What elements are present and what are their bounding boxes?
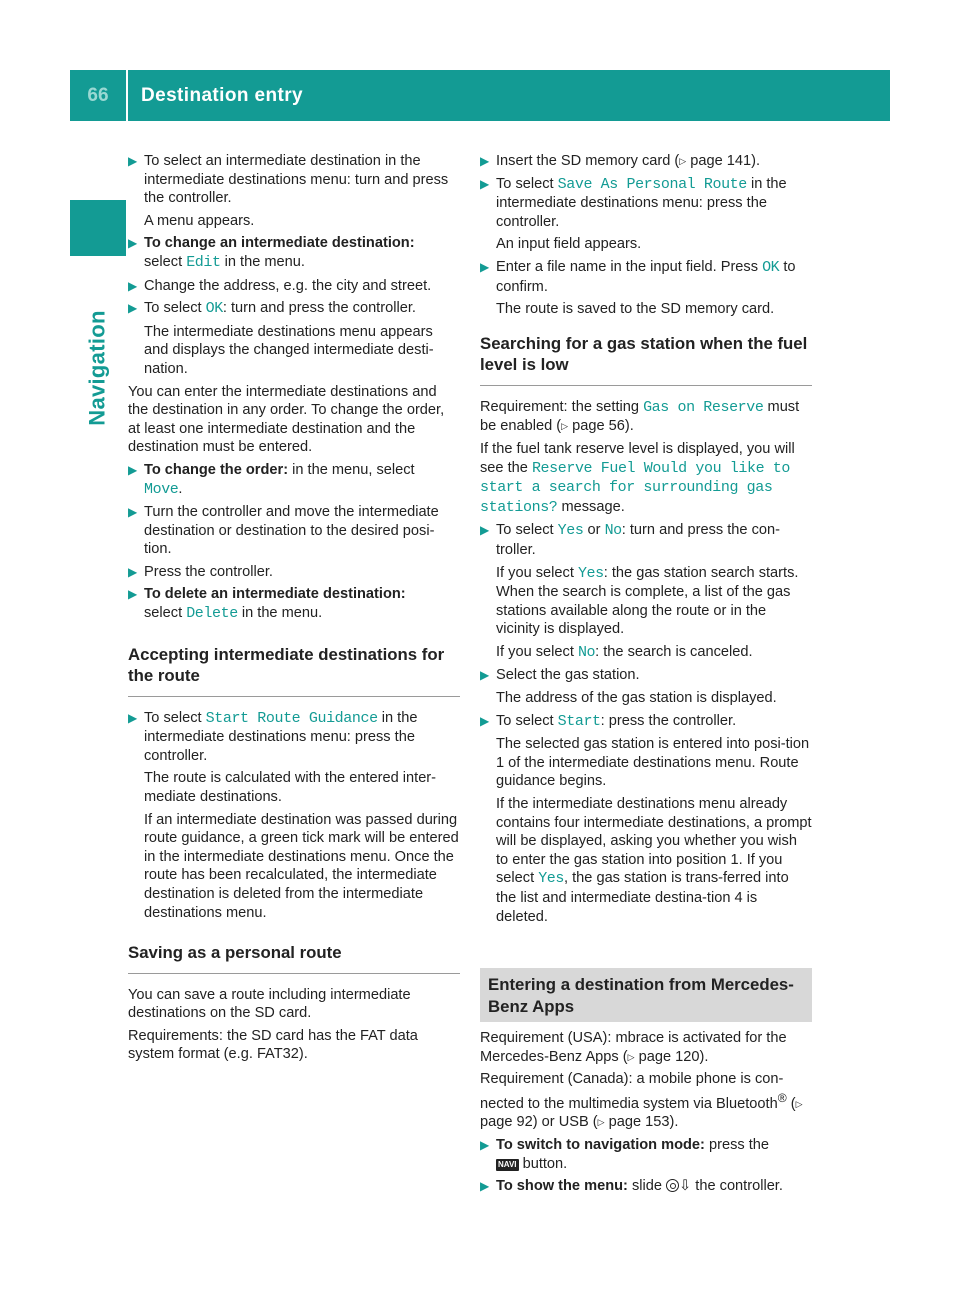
- list-item: ▶ Turn the controller and move the intermediate destination or destination to the desired posi-tion.: [128, 504, 439, 558]
- bullet-arrow-icon: ▶: [128, 278, 138, 293]
- section-title: Destination entry: [141, 85, 303, 106]
- page-number: 66: [87, 85, 109, 106]
- list-item: ▶ Press the controller.: [128, 563, 273, 580]
- bullet-arrow-icon: ▶: [128, 710, 138, 725]
- page-ref-icon: ▷: [679, 156, 687, 166]
- side-tab-label: Navigation: [84, 310, 110, 426]
- list-item: ▶ Change the address, e.g. the city and street.: [128, 277, 432, 294]
- list-item: ▶ To change an intermediate destination: select Edit in the menu.: [128, 235, 415, 271]
- list-item: ▶ To select an intermediate destination in the intermediate destinations menu: turn and press the controller. A menu appears.: [128, 153, 449, 229]
- bullet-arrow-icon: ▶: [128, 462, 138, 477]
- paragraph: Requirement (Canada): a mobile phone is con-nected to the multimedia system via Bluetooth® (▷ page 92) or USB (▷ page 153).: [480, 1071, 803, 1131]
- paragraph: Requirement (USA): mbrace is activated for the Mercedes-Benz Apps (▷ page 120).: [480, 1030, 787, 1065]
- list-item: ▶ To show the menu: slide ⇩ the controller.: [480, 1178, 783, 1195]
- list-item: ▶ Select the gas station. The address of the gas station is displayed.: [480, 667, 777, 707]
- slide-down-arrow-icon: ⇩: [679, 1178, 692, 1195]
- list-item: ▶ To select Start Route Guidance in the intermediate destinations menu: press the controller. The route is calculated with the entered inter-mediate destinations. If an intermediate destination was passed during route guidance, a green tick mark will be entered in the intermediate destinations menu. Once the route has been recalculated, the intermediate destination is deleted from the intermediate destinations menu.: [128, 709, 459, 921]
- setting-gas-on-reserve: Gas on Reserve: [643, 398, 764, 416]
- heading-mercedes-benz-apps: Entering a destination from Mercedes-Benz Apps: [480, 968, 812, 1022]
- menu-option-save-as-personal-route: Save As Personal Route: [557, 175, 747, 193]
- list-item: ▶ To delete an intermediate destination: select Delete in the menu.: [128, 586, 406, 623]
- paragraph: Requirement: the setting Gas on Reserve must be enabled (▷ page 56).: [480, 398, 800, 435]
- left-column: [128, 152, 460, 1068]
- bullet-arrow-icon: ▶: [480, 1179, 490, 1194]
- bullet-arrow-icon: ▶: [128, 236, 138, 251]
- bullet-arrow-icon: ▶: [128, 154, 138, 168]
- list-item: ▶ To select Start: press the controller. The selected gas station is entered into posi-tion 1 of the intermediate destinations menu. Route guidance begins. If the intermediate destinations menu already contains four intermediate destinations, a prompt will be displayed, asking you whether you wish to enter the gas station into position 1. If you select Yes, the gas station is trans-ferred into the list and intermediate destina-tion 4 is deleted.: [480, 712, 812, 925]
- menu-option-ok: OK: [205, 300, 223, 318]
- list-item: ▶ To select Save As Personal Route in the intermediate destinations menu: press the controller. An input field appears.: [480, 175, 787, 253]
- list-item: ▶ To select Yes or No: turn and press the con-troller. If you select Yes: the gas station search starts. When the search is complete, a list of the gas stations available along the route or in the vicinity is displayed. If you select No: the search is canceled.: [480, 522, 799, 661]
- list-item: ▶ To change the order: in the menu, select Move.: [128, 461, 415, 498]
- bullet-arrow-icon: ▶: [480, 668, 490, 683]
- page-ref-icon: ▷: [597, 1117, 605, 1128]
- menu-option-move: Move: [144, 480, 179, 498]
- menu-option-start: Start: [557, 712, 601, 730]
- menu-option-start-route-guidance: Start Route Guidance: [205, 709, 378, 727]
- heading-accepting-destinations: Accepting intermediate destinations for the route: [128, 644, 460, 697]
- message-reserve-fuel: Reserve Fuel Would you like to start a search for surrounding gas stations?: [480, 459, 790, 516]
- bullet-arrow-icon: ▶: [480, 176, 490, 191]
- list-item: ▶ Insert the SD memory card (▷ page 141).: [480, 153, 761, 169]
- page-ref-icon: ▷: [795, 1098, 803, 1109]
- bullet-arrow-icon: ▶: [128, 587, 138, 602]
- list-item: ▶ To select OK: turn and press the controller. The intermediate destinations menu appears and displays the changed intermediate desti-nation.: [128, 300, 434, 377]
- heading-saving-route: Saving as a personal route: [128, 942, 460, 974]
- bullet-arrow-icon: ▶: [128, 564, 138, 579]
- bullet-arrow-icon: ▶: [480, 713, 490, 728]
- menu-option-ok: OK: [762, 258, 780, 276]
- side-tab-marker: [70, 200, 126, 256]
- list-item: ▶ To switch to navigation mode: press the NAVI button.: [480, 1137, 770, 1172]
- menu-option-no: No: [604, 522, 622, 540]
- paragraph: You can save a route including intermediate destinations on the SD card.: [128, 986, 411, 1022]
- page-ref-icon: ▷: [627, 1051, 635, 1062]
- bullet-arrow-icon: ▶: [128, 301, 138, 316]
- list-item: ▶ Enter a file name in the input field. Press OK to confirm. The route is saved to the SD memory card.: [480, 258, 796, 318]
- bullet-arrow-icon: ▶: [480, 259, 490, 274]
- paragraph: Requirements: the SD card has the FAT data system format (e.g. FAT32).: [128, 1027, 418, 1063]
- menu-option-edit: Edit: [186, 253, 221, 271]
- bullet-arrow-icon: ▶: [128, 505, 138, 520]
- page-ref-icon: ▷: [561, 421, 569, 432]
- heading-gas-station-search: Searching for a gas station when the fuel level is low: [480, 333, 812, 386]
- navi-button-icon: NAVI: [498, 1159, 517, 1169]
- right-column: [480, 152, 812, 1200]
- controller-dial-icon: [666, 1179, 679, 1192]
- header-divider: [126, 70, 128, 121]
- bullet-arrow-icon: ▶: [480, 523, 490, 538]
- bullet-arrow-icon: ▶: [480, 154, 490, 168]
- bullet-arrow-icon: ▶: [480, 1138, 490, 1153]
- menu-option-yes: Yes: [557, 522, 584, 540]
- menu-option-delete: Delete: [186, 605, 238, 623]
- paragraph: If the fuel tank reserve level is displayed, you will see the Reserve Fuel Would you like to start a search for surrounding gas stations? message.: [480, 440, 795, 516]
- paragraph: You can enter the intermediate destinations and the destination in any order. To change the order, at least one intermediate destination and the destination must be entered.: [128, 383, 445, 456]
